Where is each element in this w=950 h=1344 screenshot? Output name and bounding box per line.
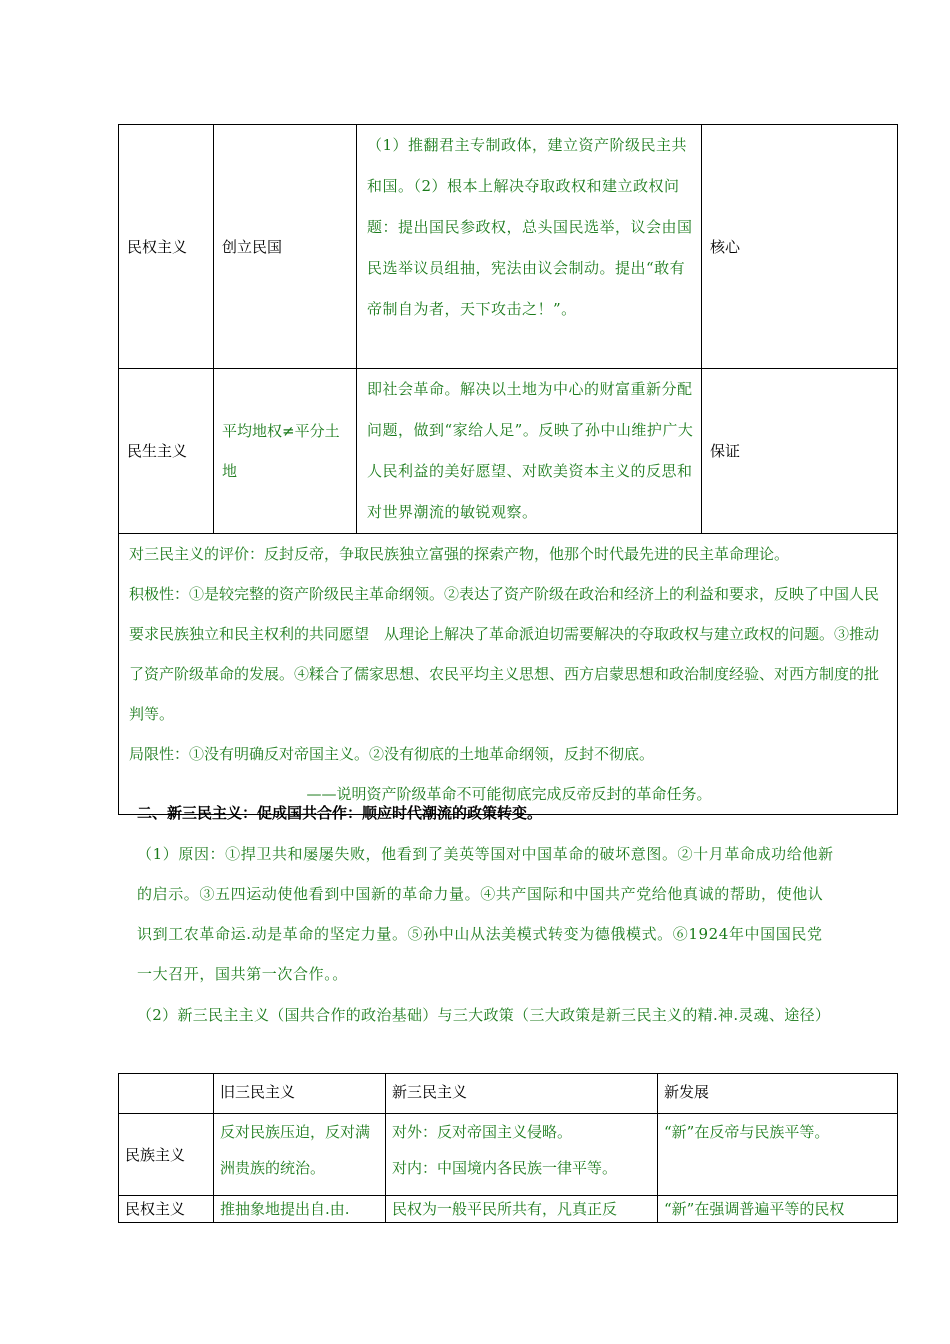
new-principle-line: 对内：中国境内各民族一律平等。 — [392, 1159, 618, 1177]
principle-name: 民族主义 — [119, 1114, 214, 1196]
principle-status: 核心 — [702, 125, 898, 369]
table-header-row — [119, 1074, 898, 1114]
principle-content: 创立民国 — [214, 125, 357, 369]
principle-detail: 即社会革命。解决以土地为中心的财富重新分配问题，做到“家给人足”。反映了孙中山维护广大人民利益的美好愿望、对欧美资本主义的反思和对世界潮流的敏锐观察。 — [357, 369, 702, 534]
old-principle: 推抽象地提出自.由. — [214, 1196, 386, 1223]
evaluation-cell — [119, 534, 898, 815]
new-development: “新”在强调普遍平等的民权 — [658, 1196, 898, 1223]
table-row — [119, 1114, 898, 1196]
new-principle: 民权为一般平民所共有，凡真正反 — [386, 1196, 658, 1223]
table-row — [119, 1196, 898, 1223]
table-row — [119, 534, 898, 815]
table-row — [119, 125, 898, 369]
header-cell — [119, 1074, 214, 1114]
evaluation-conclusion: ——说明资产阶级革命不可能彻底完成反帝反封的革命任务。 — [306, 785, 712, 803]
principle-content: 平均地权≠平分土地 — [214, 369, 357, 534]
old-principle: 反对民族压迫，反对满洲贵族的统治。 — [214, 1114, 386, 1196]
evaluation-limitation: 局限性：①没有明确反对帝国主义。②没有彻底的土地革命纲领，反封不彻底。 — [129, 745, 655, 763]
principle-name: 民权主义 — [119, 125, 214, 369]
principle-detail: （1）推翻君主专制政体，建立资产阶级民主共和国。（2）根本上解决夺取政权和建立政权问题：提出国民参政权，总头国民选举，议会由国民选举议员组抽，宪法由议会制动。提出“敢有帝制自为者，天下攻击之！”。 — [357, 125, 702, 369]
evaluation-positive: 积极性：①是较完整的资产阶级民主革命纲领。②表达了资产阶级在政治和经济上的利益和要求，反映了中国人民要求民族独立和民主权利的共同愿望 从理论上解决了革命派迫切需要解决的夺取政权与建立政权的问题。③推动了资产阶级革命的发展。④糅合了儒家思想、农民平均主义思想、西方启蒙思想和政治制度经验、对西方制度的批判等。 — [129, 585, 880, 723]
principle-name: 民权主义 — [119, 1196, 214, 1223]
header-cell: 新发展 — [658, 1074, 898, 1114]
new-three-principles-table — [118, 1073, 898, 1223]
new-principle — [386, 1114, 658, 1196]
reasons-paragraph: （1）原因：①捍卫共和屡屡失败，他看到了美英等国对中国革命的破坏意图。②十月革命成功给他新的启示。③五四运动使他看到中国新的革命力量。④共产国际和中国共产党给他真诚的帮助，使他认识到工农革命运.动是革命的坚定力量。⑤孙中山从法美模式转变为德俄模式。⑥1924年中国国民党一大召开，国共第一次合作。。 — [137, 845, 834, 983]
evaluation-summary: 对三民主义的评价：反封反帝，争取民族独立富强的探索产物，他那个时代最先进的民主革命理论。 — [129, 545, 790, 563]
new-principle-line: 对外：反对帝国主义侵略。 — [392, 1123, 573, 1141]
header-cell: 旧三民主义 — [214, 1074, 386, 1114]
header-cell: 新三民主义 — [386, 1074, 658, 1114]
new-development: “新”在反帝与民族平等。 — [658, 1114, 898, 1196]
principle-name: 民生主义 — [119, 369, 214, 534]
table-row — [119, 369, 898, 534]
principle-status: 保证 — [702, 369, 898, 534]
three-principles-table — [118, 124, 898, 815]
section-heading: 二、新三民主义：促成国共合作：顺应时代潮流的政策转变。 — [137, 804, 543, 822]
policies-paragraph: （2）新三民主主义（国共合作的政治基础）与三大政策（三大政策是新三民主义的精.神.灵魂、途径） — [137, 1006, 831, 1024]
